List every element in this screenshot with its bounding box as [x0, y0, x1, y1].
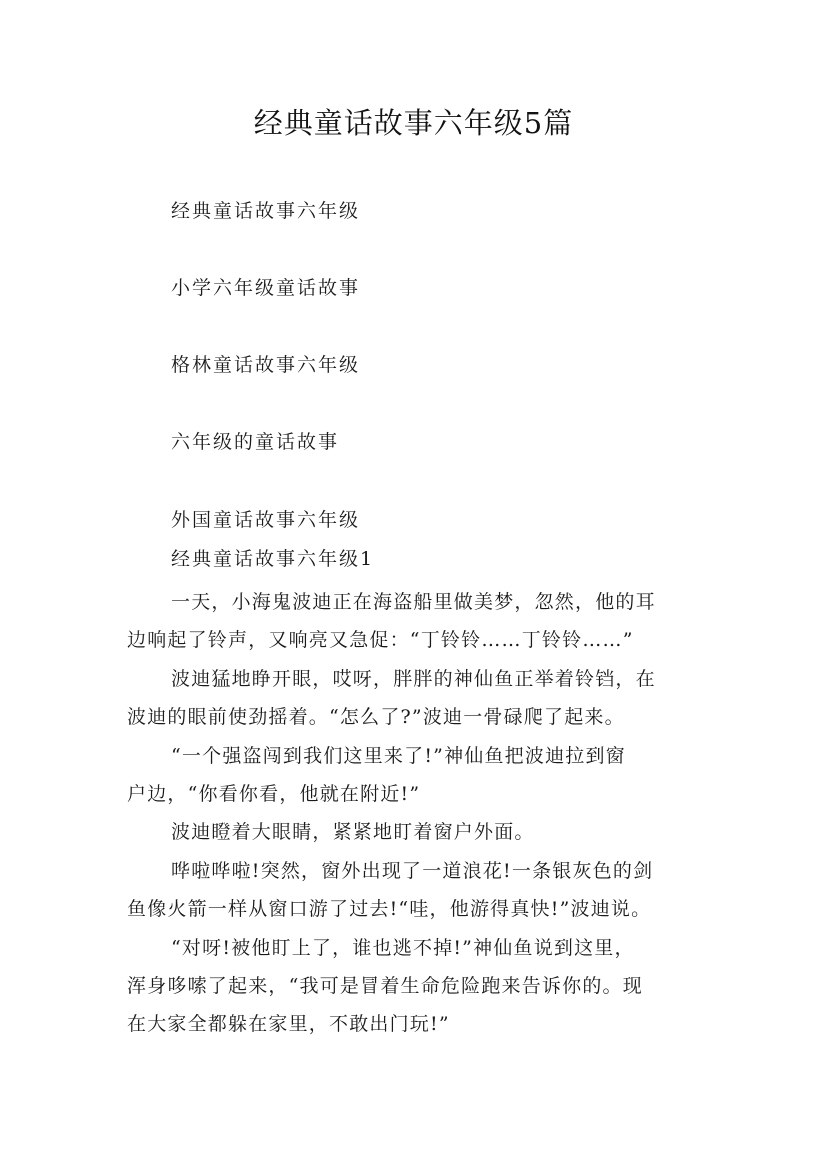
paragraph-line: 一天，小海鬼波迪正在海盗船里做美梦，忽然，他的耳: [171, 591, 656, 613]
section-heading: 经典童话故事六年级1: [171, 548, 375, 570]
story-paragraph: [127, 813, 704, 851]
toc-item: 格林童话故事六年级: [171, 354, 361, 376]
paragraph-line: 波迪瞪着大眼睛，紧紧地盯着窗户外面。: [171, 821, 535, 844]
paragraph-line: 哗啦哗啦!突然，窗外出现了一道浪花!一条银灰色的剑: [171, 859, 654, 882]
document-title: 经典童话故事六年级5篇: [253, 106, 574, 140]
toc-item: 六年级的童话故事: [171, 431, 340, 453]
toc-item: 经典童话故事六年级: [171, 200, 361, 222]
paragraph-line: 户边，“你看你看，他就在附近!”: [127, 783, 421, 806]
story-paragraph: [127, 583, 704, 660]
story-body: [127, 583, 704, 1044]
paragraph-line: 在大家全都躲在家里，不敢出门玩!”: [127, 1013, 450, 1036]
paragraph-line: “对呀!被他盯上了，谁也逃不掉!”神仙鱼说到这里，: [171, 936, 635, 959]
story-paragraph: [127, 929, 704, 1044]
story-paragraph: [127, 737, 704, 814]
paragraph-line: 边响起了铃声，又响亮又急促：“丁铃铃……丁铃铃……”: [127, 629, 634, 652]
toc-item: 小学六年级童话故事: [171, 277, 361, 299]
paragraph-line: 浑身哆嗦了起来，“我可是冒着生命危险跑来告诉你的。现: [127, 975, 643, 998]
story-paragraph: [127, 660, 704, 737]
toc-item: 外国童话故事六年级: [171, 509, 361, 531]
paragraph-line: “一个强盗闯到我们这里来了!”神仙鱼把波迪拉到窗: [171, 744, 626, 767]
paragraph-line: 波迪的眼前使劲摇着。“怎么了?”波迪一骨碌爬了起来。: [127, 706, 625, 729]
paragraph-line: 鱼像火箭一样从窗口游了过去!“哇，他游得真快!”波迪说。: [127, 898, 652, 921]
paragraph-line: 波迪猛地睁开眼，哎呀，胖胖的神仙鱼正举着铃铛，在: [171, 667, 656, 690]
story-paragraph: [127, 852, 704, 929]
